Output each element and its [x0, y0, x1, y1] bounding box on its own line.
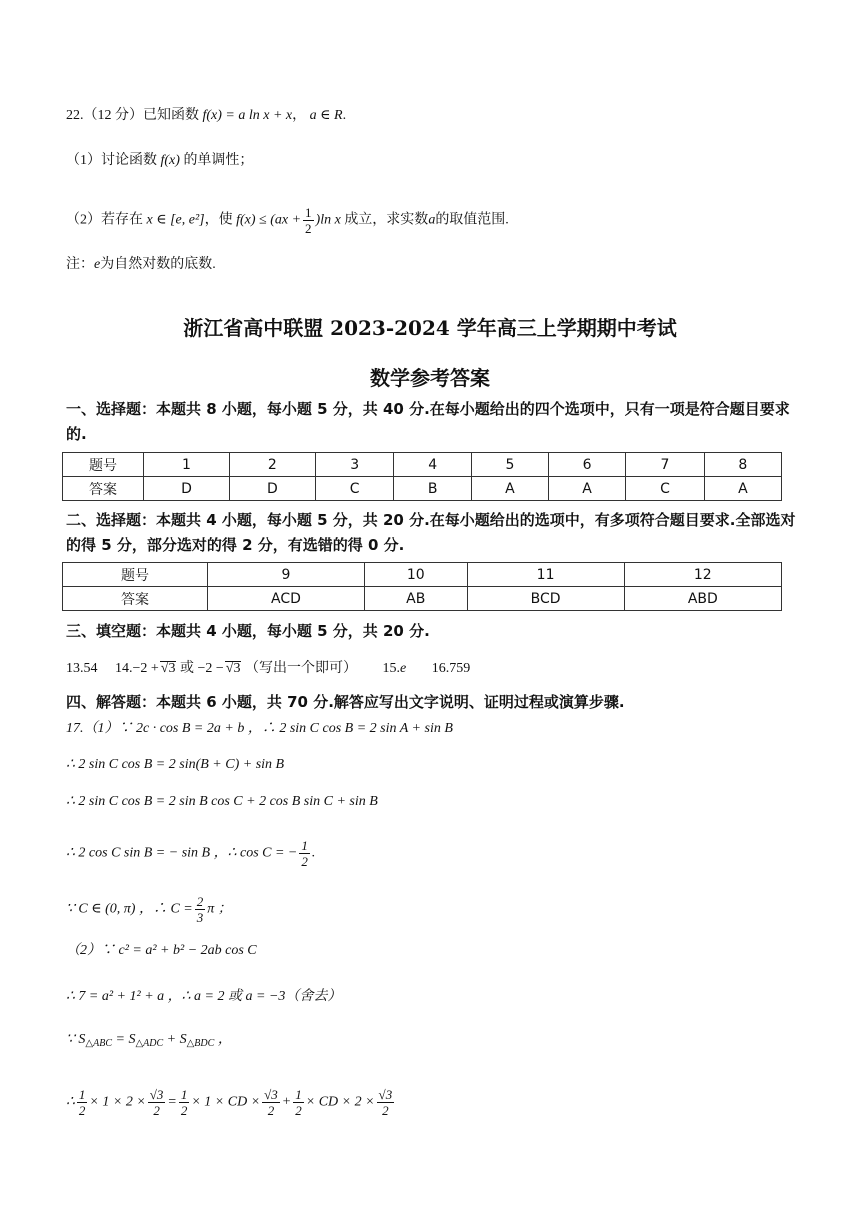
- fraction: $\frac{1}{2}$: [301, 838, 308, 869]
- section-2-heading: 二、选择题：本题共 4 小题，每小题 5 分，共 20 分.在每小题给出的选项中，有多项符合题目要求.全部选对的得 5 分，部分选对的得 2 分，有选错的得 0 分.: [66, 511, 796, 554]
- solution-17-line-4: ∴ 2 cos C sin B = − sin B ，∴ cos C = − $\frac{1}{2}$ .: [66, 838, 316, 869]
- answer-table-1: [62, 452, 782, 501]
- fraction: $\frac{1}{2}$: [295, 1087, 302, 1118]
- solution-17-line-5: ∵ C ∈ (0, π) ，∴ C = $\frac{2}{3}$ π ；: [66, 894, 232, 925]
- section-4-heading: 四、解答题：本题共 6 小题，共 70 分.解答应写出文字说明、证明过程或演算步骤.: [66, 693, 625, 711]
- fraction: $\frac{√3}{2}$: [264, 1087, 278, 1118]
- solution-17-line-1: 17.（1）∵ 2c · cos B = 2a + b ，∴ 2 sin C cos B = 2 sin A + sin B: [66, 721, 453, 736]
- table-row: 答案 D D C B A A C A: [63, 477, 782, 501]
- q22-function: f(x) = a ln x + x: [202, 108, 293, 123]
- solution-17-line-6: （2）∵ c² = a² + b² − 2ab cos C: [66, 943, 257, 958]
- solution-17-line-8: ∵ $S_{\triangle ABC} = S_{\triangle ADC} + S_{\triangle BDC}$ ，: [66, 1032, 232, 1049]
- answer-table-2: [62, 562, 782, 611]
- fraction: $\frac{1}{2}$: [180, 1087, 188, 1118]
- sqrt-symbol: √3: [160, 661, 176, 676]
- sqrt-symbol: √3: [225, 661, 241, 676]
- page-title: 浙江省高中联盟 2023-2024 学年高三上学期期中考试: [183, 316, 677, 340]
- q22-stem: 22.（12 分）已知函数 f(x) = a ln x + x， a ∈ R.: [66, 108, 347, 123]
- fraction: $\frac{1}{2}$: [78, 1087, 86, 1118]
- table-row: 题号 9 10 11 12: [63, 563, 782, 587]
- page-subtitle: 数学参考答案: [370, 366, 490, 390]
- solution-17-line-9: ∴ $\frac{1}{2}$ × 1 × 2 × $\frac{√3}{2}$ = $\frac{1}{2}$ × 1 × CD × $\frac{√3}{2}$ + $\frac{1}{2}$ × CD × 2 × $\frac{√3}{2}$: [66, 1087, 393, 1118]
- section-3-heading: 三、填空题：本题共 4 小题，每小题 5 分，共 20 分.: [66, 622, 430, 640]
- fraction: $\frac{2}{3}$: [196, 894, 204, 925]
- fraction: $\frac{√3}{2}$: [378, 1087, 393, 1118]
- fraction: $\frac{√3}{2}$: [149, 1087, 164, 1118]
- fill-answers: 13.54 14.−2 + √3 或 −2 − √3 （写出一个即可） 15.e 16.759: [66, 661, 471, 676]
- solution-17-line-7: ∴ 7 = a² + 1² + a ，∴ a = 2 或 a = −3（舍去）: [66, 989, 342, 1004]
- solution-17-line-3: ∴ 2 sin C cos B = 2 sin B cos C + 2 cos B sin C + sin B: [66, 794, 378, 809]
- fraction: $\frac{1}{2}$: [305, 205, 312, 236]
- q22-note: 注：e为自然对数的底数.: [66, 257, 216, 272]
- table-row: 题号 1 2 3 4 5 6 7 8: [63, 453, 782, 477]
- table-row: 答案 ACD AB BCD ABD: [63, 587, 782, 611]
- q22-part1: （1）讨论函数 f(x) 的单调性；: [66, 153, 254, 168]
- q22-domain: a ∈ R: [309, 108, 343, 123]
- q22-part2: （2）若存在 x ∈ [e, e²]，使 f(x) ≤ (ax + $\frac{1}{2}$ )ln x 成立，求实数a的取值范围.: [66, 205, 509, 236]
- solution-17-line-2: ∴ 2 sin C cos B = 2 sin(B + C) + sin B: [66, 757, 285, 772]
- section-1-heading: 一、选择题：本题共 8 小题，每小题 5 分，共 40 分.在每小题给出的四个选项中，只有一项是符合题目要求的.: [66, 400, 790, 443]
